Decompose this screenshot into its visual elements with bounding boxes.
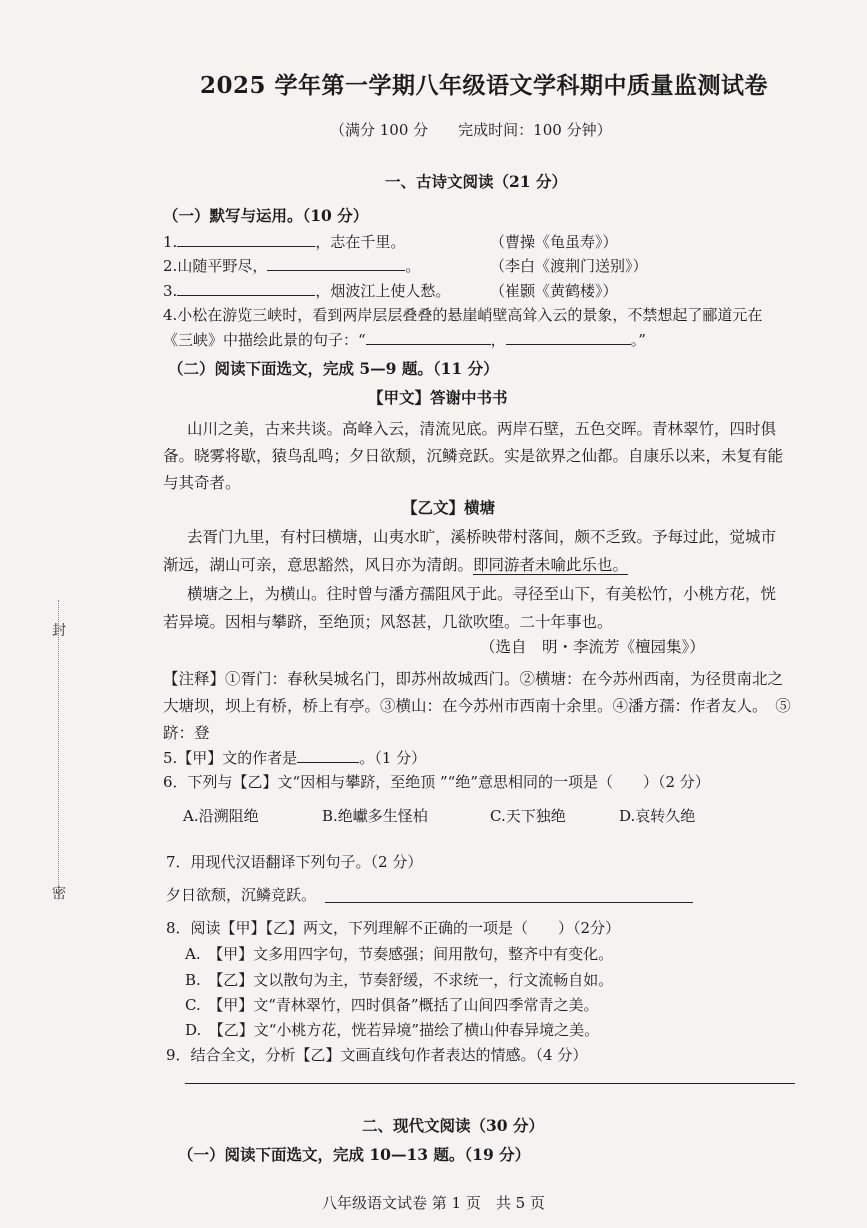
binding-line (58, 600, 59, 900)
yi-p1-line-2: 渐远，湖山可亲，意思豁然，风日亦为清朗。即同游者未喻此乐也。 (163, 556, 629, 574)
note-line-3: 跻：登 (163, 724, 210, 742)
note-line-1: 【注释】①胥门：春秋吴城名门，即苏州故城西门。②横塘：在今苏州西南，为径贯南北之 (163, 670, 784, 688)
q8-option-c[interactable]: C. 【甲】文“青林翠竹，四时俱备”概括了山间四季常青之美。 (185, 996, 599, 1014)
answer-blank[interactable] (297, 748, 359, 763)
note-line-2: 大塘坝，坝上有桥，桥上有亭。③横山：在今苏州市西南十余里。④潘方孺：作者友人。 ⑤ (163, 697, 791, 715)
part2-heading: （二）阅读下面选文，完成 5—9 题。（11 分） (168, 359, 499, 378)
jia-line-1: 山川之美，古来共谈。高峰入云，清流见底。两岸石壁，五色交晖。青林翠竹，四时俱 (187, 420, 777, 438)
question-6: 6．下列与【乙】文“因相与攀跻，至绝顶 ”“绝”意思相同的一项是（ ）（2 分） (163, 773, 710, 791)
answer-line[interactable] (185, 1083, 795, 1084)
question-2: 2.山随平野尽， 。 (163, 257, 421, 275)
answer-blank[interactable] (506, 330, 631, 345)
yi-source: （选自 明・李流芳《檀园集》） (480, 638, 705, 656)
jia-title: 【甲文】答谢中书书 (368, 388, 508, 407)
q8-option-a[interactable]: A. 【甲】文多用四字句，节奏感强；间用散句，整齐中有变化。 (185, 945, 614, 963)
yi-p2-line-1: 横塘之上，为横山。往时曾与潘方孺阻风于此。寻径至山下，有美松竹，小桃方花，恍 (187, 585, 777, 603)
answer-line[interactable] (325, 902, 693, 903)
jia-line-2: 备。晓雾将歇，猿鸟乱鸣；夕日欲颓，沉鳞竞跃。实是欲界之仙都。自康乐以来，未复有能 (163, 447, 784, 465)
question-7-sentence: 夕日欲颓，沉鳞竞跃。 (166, 886, 317, 904)
q6-option-d[interactable]: D.哀转久绝 (619, 807, 696, 825)
part1-heading: （一）默写与运用。（10 分） (163, 206, 369, 225)
exam-title: 2025 学年第一学期八年级语文学科期中质量监测试卷 (200, 72, 769, 99)
question-8: 8．阅读【甲】【乙】两文，下列理解不正确的一项是（ ）（2分） (166, 919, 621, 937)
question-2-source: （李白《渡荆门送别》） (490, 257, 648, 275)
margin-mark-seal: 封 (52, 623, 66, 639)
section2-part1-heading: （一）阅读下面选文，完成 10—13 题。（19 分） (178, 1145, 531, 1164)
answer-blank[interactable] (177, 232, 315, 247)
q6-option-c[interactable]: C.天下独绝 (490, 807, 566, 825)
q6-option-a[interactable]: A.沿溯阻绝 (183, 807, 259, 825)
question-4-line2: 《三峡》中描绘此景的句子：“ ， 。” (163, 331, 646, 349)
question-1: 1. ，志在千里。 (163, 233, 406, 251)
answer-blank[interactable] (366, 330, 491, 345)
question-4-line1: 4.小松在游览三峡时，看到两岸层层叠叠的悬崖峭壁高耸入云的景象，不禁想起了郦道元在 (163, 306, 763, 324)
yi-p1-line-1: 去胥门九里，有村曰横塘，山夷水旷，溪桥映带村落间，颇不乏致。予每过此，觉城市 (187, 528, 777, 546)
section1-heading: 一、古诗文阅读（21 分） (385, 172, 567, 191)
answer-blank[interactable] (267, 256, 405, 271)
exam-subtitle: （满分 100 分 完成时间：100 分钟） (330, 121, 612, 139)
question-5: 5.【甲】文的作者是 。（1 分） (163, 749, 427, 767)
question-9: 9．结合全文，分析【乙】文画直线句作者表达的情感。（4 分） (166, 1046, 588, 1064)
yi-p2-line-2: 若异境。因相与攀跻，至绝顶；风怒甚，几欲吹堕。二十年事也。 (163, 613, 613, 631)
margin-mark-secret: 密 (52, 886, 66, 902)
q8-option-b[interactable]: B. 【乙】文以散句为主，节奏舒缓，不求统一，行文流畅自如。 (185, 971, 614, 989)
question-3-source: （崔颢《黄鹤楼》） (490, 282, 618, 300)
answer-blank[interactable] (177, 281, 315, 296)
section2-heading: 二、现代文阅读（30 分） (362, 1116, 544, 1135)
q6-option-b[interactable]: B.绝巘多生怪柏 (322, 807, 428, 825)
q8-option-d[interactable]: D. 【乙】文“小桃方花，恍若异境”描绘了横山仲春异境之美。 (185, 1021, 600, 1039)
page-footer: 八年级语文试卷 第 1 页 共 5 页 (322, 1194, 545, 1212)
question-3: 3. ，烟波江上使人愁。 (163, 282, 451, 300)
question-1-source: （曹操《龟虽寿》） (490, 233, 618, 251)
underlined-sentence: 即同游者未喻此乐也。 (473, 556, 629, 574)
question-7: 7．用现代汉语翻译下列句子。（2 分） (166, 853, 423, 871)
yi-title: 【乙文】横塘 (402, 498, 496, 517)
jia-line-3: 与其奇者。 (163, 474, 241, 492)
